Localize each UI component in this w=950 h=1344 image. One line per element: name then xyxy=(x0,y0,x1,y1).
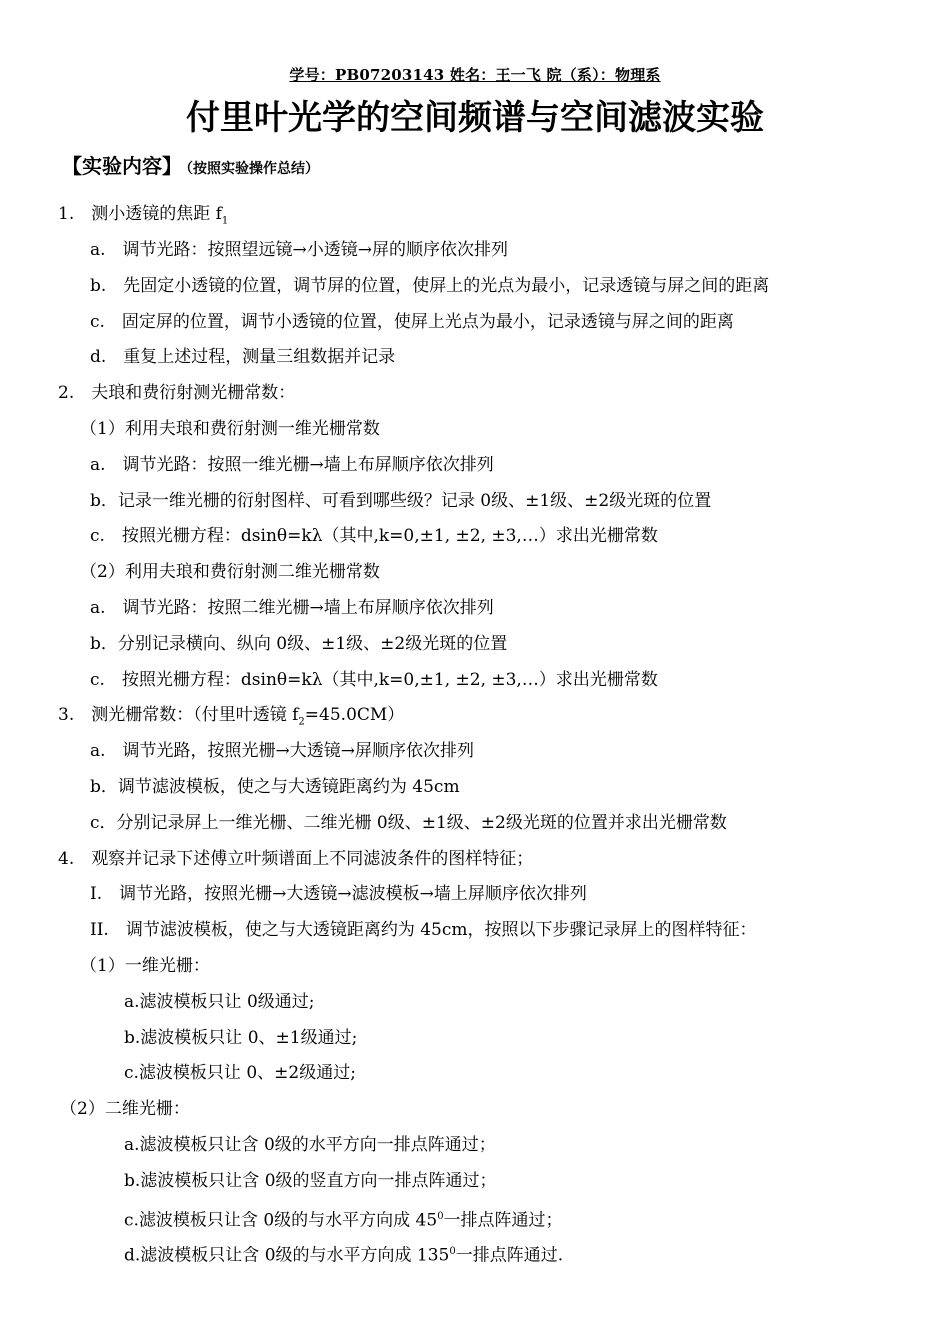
item-2-2: （2）利用夫琅和费衍射测二维光栅常数 xyxy=(80,562,380,582)
item-2-1: （1）利用夫琅和费衍射测一维光栅常数 xyxy=(80,419,380,439)
item-1a: a. 调节光路：按照望远镜→小透镜→屏的顺序依次排列 xyxy=(90,240,509,260)
page-title: 付里叶光学的空间频谱与空间滤波实验 xyxy=(186,98,764,138)
item-2-2b: b．分别记录横向、纵向 0级、±1级、±2级光斑的位置 xyxy=(90,634,508,654)
section-label: 【实验内容】 xyxy=(62,154,182,178)
item-1d: d. 重复上述过程，测量三组数据并记录 xyxy=(90,347,396,367)
item-2-1c: c. 按照光栅方程：dsinθ=kλ（其中,k=0,±1, ±2, ±3,…）求出光栅常数 xyxy=(90,526,658,546)
item-4-2a: a.滤波模板只让含 0级的水平方向一排点阵通过； xyxy=(124,1135,496,1155)
section-note: （按照实验操作总结） xyxy=(186,161,319,177)
item-3b: b．调节滤波模板，使之与大透镜距离约为 45cm xyxy=(90,777,460,797)
item-1: 1. 测小透镜的焦距 $f_1$ xyxy=(58,204,229,227)
item-4-1c: c.滤波模板只让 0、±2级通过; xyxy=(124,1063,356,1083)
item-3c: c．分别记录屏上一维光栅、二维光栅 0级、±1级、±2级光斑的位置并求出光栅常数 xyxy=(90,813,727,833)
item-4-II: II. 调节滤波模板，使之与大透镜距离约为 45cm，按照以下步骤记录屏上的图样特征： xyxy=(90,920,757,940)
item-4-2c: c.滤波模板只让含 0级的与水平方向成 $45^0$一排点阵通过； xyxy=(124,1210,563,1231)
item-3a: a. 调节光路，按照光栅→大透镜→屏顺序依次排列 xyxy=(90,741,475,761)
item-2: 2. 夫琅和费衍射测光栅常数： xyxy=(58,383,296,403)
item-2-1a: a. 调节光路：按照一维光栅→墙上布屏顺序依次排列 xyxy=(90,455,494,475)
item-1c: c. 固定屏的位置，调节小透镜的位置，使屏上光点为最小，记录透镜与屏之间的距离 xyxy=(90,312,734,332)
item-2-2c: c. 按照光栅方程：dsinθ=kλ（其中,k=0,±1, ±2, ±3,…）求出光栅常数 xyxy=(90,670,658,690)
item-4-2b: b.滤波模板只让含 0级的竖直方向一排点阵通过； xyxy=(124,1171,497,1191)
item-4-2d: d.滤波模板只让含 0级的与水平方向成 $135^0$一排点阵通过. xyxy=(124,1245,564,1266)
item-4-2: （2）二维光栅： xyxy=(60,1099,190,1119)
item-3: 3. 测光栅常数：（付里叶透镜 $f_2=45.0CM$） xyxy=(58,705,405,728)
section-heading xyxy=(62,150,319,179)
item-4-1a: a.滤波模板只让 0级通过; xyxy=(124,992,315,1012)
item-4-I: I. 调节光路，按照光栅→大透镜→滤波模板→墙上屏顺序依次排列 xyxy=(90,884,587,904)
item-2-1b: b．记录一维光栅的衍射图样、可看到哪些级？记录 0级、±1级、±2级光斑的位置 xyxy=(90,491,712,511)
student-info-header: 学号：PB07203143 姓名：王一飞 院（系）：物理系 xyxy=(289,66,661,84)
item-2-2a: a. 调节光路：按照二维光栅→墙上布屏顺序依次排列 xyxy=(90,598,494,618)
item-4-1: （1）一维光栅： xyxy=(80,956,210,976)
item-1b: b. 先固定小透镜的位置，调节屏的位置，使屏上的光点为最小，记录透镜与屏之间的距离 xyxy=(90,276,770,296)
item-4-1b: b.滤波模板只让 0、±1级通过; xyxy=(124,1028,358,1048)
item-4: 4. 观察并记录下述傅立叶频谱面上不同滤波条件的图样特征； xyxy=(58,849,534,869)
